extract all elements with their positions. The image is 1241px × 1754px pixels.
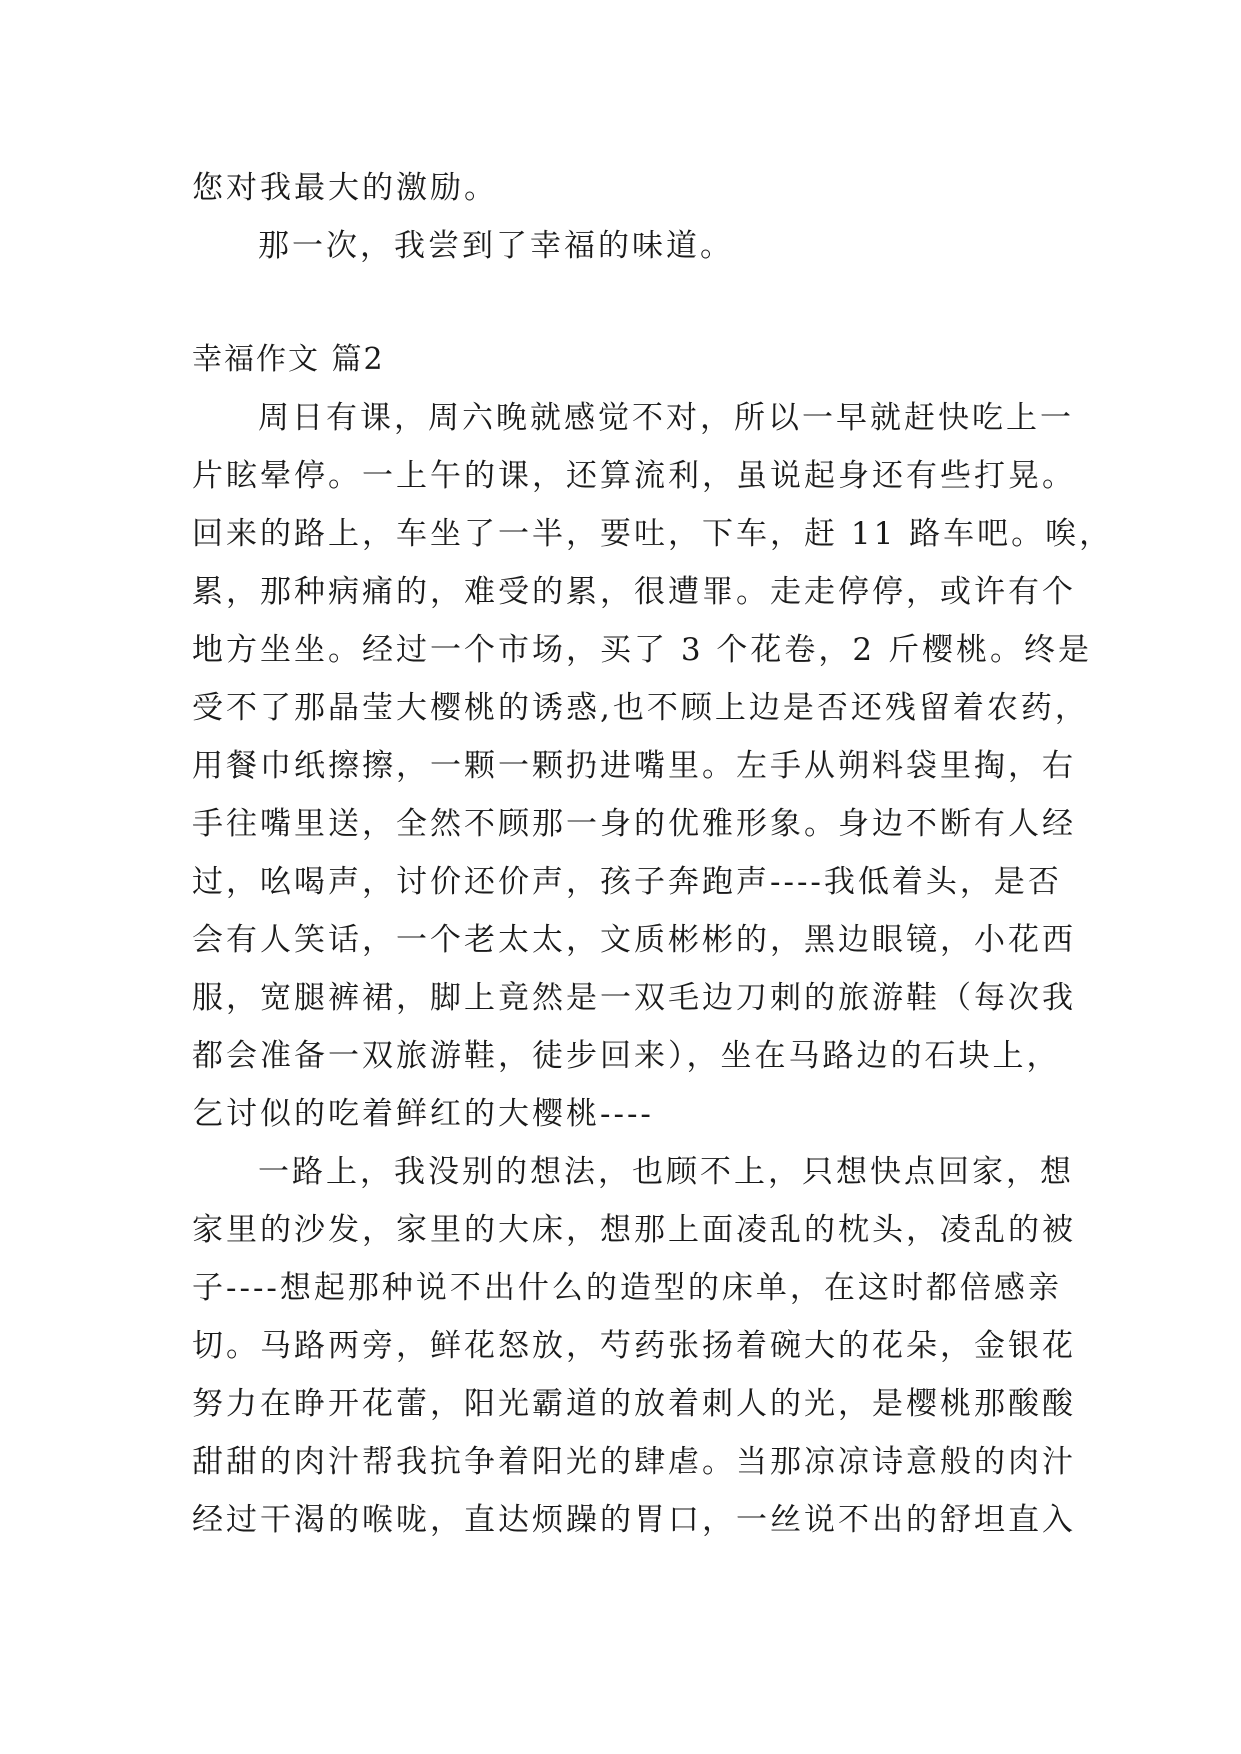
text-line: 会有人笑话，一个老太太，文质彬彬的，黑边眼镜，小花西 — [192, 922, 1076, 958]
text-line: 甜甜的肉汁帮我抗争着阳光的肆虐。当那凉凉诗意般的肉汁 — [192, 1444, 1076, 1480]
text-line: 切。马路两旁，鲜花怒放，芍药张扬着碗大的花朵，金银花 — [192, 1328, 1076, 1364]
section-heading: 幸福作文 篇2 — [192, 342, 385, 377]
text-line: 手往嘴里送，全然不顾那一身的优雅形象。身边不断有人经 — [192, 806, 1076, 842]
text-line: 周日有课，周六晚就感觉不对，所以一早就赶快吃上一 — [258, 400, 1074, 436]
text-line: 累，那种病痛的，难受的累，很遭罪。走走停停，或许有个 — [192, 574, 1076, 610]
text-line: 回来的路上，车坐了一半，要吐，下车，赶 11 路车吧。唉， — [192, 516, 1114, 552]
text-line: 受不了那晶莹大樱桃的诱惑,也不顾上边是否还残留着农药， — [192, 690, 1089, 726]
text-line: 经过干渴的喉咙，直达烦躁的胃口，一丝说不出的舒坦直入 — [192, 1502, 1076, 1538]
text-line: 片眩晕停。一上午的课，还算流利，虽说起身还有些打晃。 — [192, 458, 1076, 494]
text-line: 家里的沙发，家里的大床，想那上面凌乱的枕头，凌乱的被 — [192, 1212, 1076, 1248]
text-line: 地方坐坐。经过一个市场，买了 3 个花卷，2 斤樱桃。终是 — [192, 632, 1093, 668]
text-line: 过，吆喝声，讨价还价声，孩子奔跑声----我低着头，是否 — [192, 864, 1062, 900]
text-line: 子----想起那种说不出什么的造型的床单，在这时都倍感亲 — [192, 1270, 1062, 1306]
text-line: 乞讨似的吃着鲜红的大樱桃---- — [192, 1096, 654, 1132]
text-line: 那一次，我尝到了幸福的味道。 — [258, 228, 734, 264]
text-line: 努力在睁开花蕾，阳光霸道的放着刺人的光，是樱桃那酸酸 — [192, 1386, 1076, 1422]
text-line: 用餐巾纸擦擦，一颗一颗扔进嘴里。左手从朔料袋里掏，右 — [192, 748, 1076, 784]
text-line: 服，宽腿裤裙，脚上竟然是一双毛边刀刺的旅游鞋（每次我 — [192, 980, 1076, 1016]
text-line: 您对我最大的激励。 — [192, 170, 498, 206]
text-line: 都会准备一双旅游鞋，徒步回来），坐在马路边的石块上， — [192, 1038, 1061, 1074]
text-line: 一路上，我没别的想法，也顾不上，只想快点回家，想 — [258, 1154, 1074, 1190]
